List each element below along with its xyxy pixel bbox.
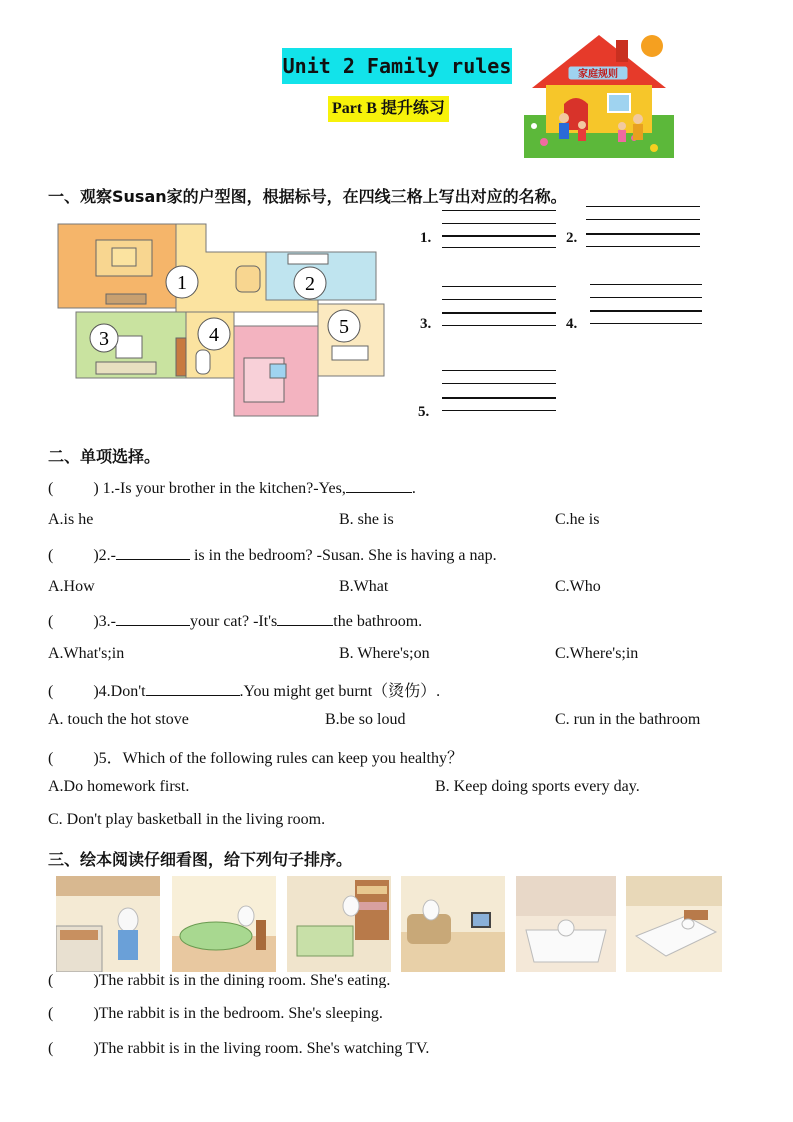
sentence-2: ( )The rabbit is in the bedroom. She's sleeping.	[48, 1005, 383, 1022]
writing-lines-4[interactable]	[590, 284, 702, 326]
logo-text: 家庭规则	[578, 69, 618, 80]
answer-number-4: 4.	[566, 316, 578, 332]
answer-number-1: 1.	[420, 230, 432, 246]
q4-option-a: A. touch the hot stove	[48, 711, 189, 728]
answer-number-3: 3.	[420, 316, 432, 332]
bedroom-picture	[626, 876, 722, 972]
answer-number-5: 5.	[418, 404, 430, 420]
section1-heading: 一、观察Susan家的户型图，根据标号，在四线三格上写出对应的名称。	[48, 187, 567, 206]
q4-option-b: B.be so loud	[325, 711, 406, 728]
q2-option-a: A.How	[48, 578, 95, 595]
answer-blank[interactable]	[116, 545, 190, 560]
room-label-3: 3	[99, 328, 109, 350]
q2-option-b: B.What	[339, 578, 389, 595]
q2-option-c: C.Who	[555, 578, 601, 595]
dining-picture	[172, 876, 276, 972]
section2-heading: 二、单项选择。	[48, 447, 161, 466]
family-rules-logo	[524, 30, 674, 158]
kitchen-picture	[56, 876, 160, 972]
answer-blank[interactable]	[116, 611, 190, 626]
q1-option-c: C.he is	[555, 511, 600, 528]
room-label-2: 2	[305, 273, 315, 295]
question-3: ( )3.- your cat? -It's the bathroom.	[48, 613, 423, 630]
q4-option-c: C. run in the bathroom	[555, 711, 701, 728]
question-4: ( )4.Don't .You might get burnt（烫伤）.	[48, 683, 441, 700]
q3-option-b: B. Where's;on	[339, 645, 430, 662]
answer-number-2: 2.	[566, 230, 578, 246]
q1-option-a: A.is he	[48, 511, 94, 528]
bathroom-picture	[516, 876, 616, 972]
question-1: ( ) 1.-Is your brother in the kitchen?-Yes, .	[48, 480, 416, 497]
q1-option-b: B. she is	[339, 511, 394, 528]
living-room-picture	[401, 876, 505, 972]
writing-lines-1[interactable]	[442, 210, 556, 250]
writing-lines-2[interactable]	[586, 206, 700, 250]
answer-blank[interactable]	[277, 611, 333, 626]
room-label-1: 1	[177, 272, 187, 294]
room-label-5: 5	[339, 316, 349, 338]
answer-blank[interactable]	[346, 478, 412, 493]
study-picture	[287, 876, 391, 972]
question-2: ( )2.- is in the bedroom? -Susan. She is having a nap.	[48, 547, 497, 564]
q5-option-c: C. Don't play basketball in the living room.	[48, 811, 326, 828]
floor-plan	[56, 208, 394, 418]
q3-option-c: C.Where's;in	[555, 645, 639, 662]
sentence-3: ( )The rabbit is in the living room. She's watching TV.	[48, 1040, 430, 1057]
q3-option-a: A.What's;in	[48, 645, 125, 662]
writing-lines-3[interactable]	[442, 286, 556, 328]
writing-lines-5[interactable]	[442, 370, 556, 412]
page-subtitle: Part B 提升练习	[328, 96, 449, 122]
sentence-1: ( )The rabbit is in the dining room. She's eating.	[48, 972, 391, 988]
q5-option-a: A.Do homework first.	[48, 778, 190, 795]
question-5: ( )5．Which of the following rules can keep you healthy？	[48, 750, 464, 767]
section3-heading: 三、绘本阅读仔细看图，给下列句子排序。	[48, 850, 353, 869]
page-title: Unit 2 Family rules	[282, 48, 512, 84]
room-label-4: 4	[209, 324, 219, 346]
q5-option-b: B. Keep doing sports every day.	[435, 778, 640, 795]
answer-blank[interactable]	[146, 681, 240, 696]
